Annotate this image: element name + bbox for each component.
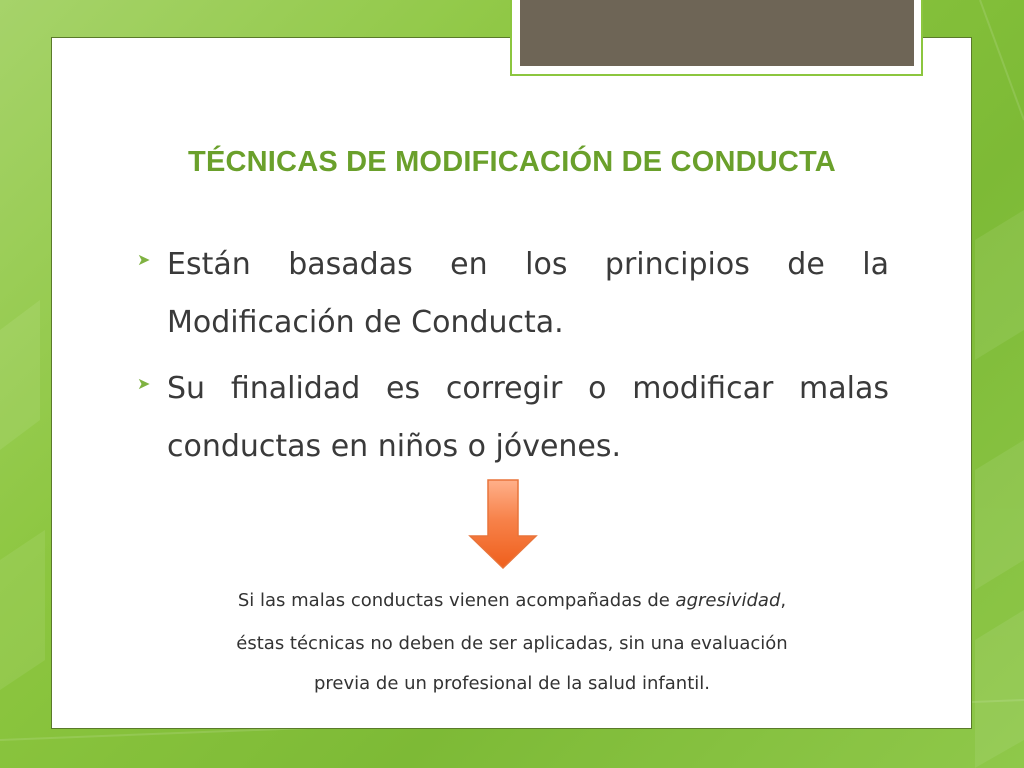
note-prefix: Si las malas conductas vienen acompañadas de	[237, 590, 676, 611]
bullet-text: Están basadas en los principios de la Modificación de Conducta.	[167, 247, 889, 340]
bullet-text: Su finalidad es corregir o modificar malas conductas en niños o jóvenes.	[167, 371, 889, 464]
note-line-2: éstas técnicas no deben de ser aplicadas, sin una evaluación	[236, 633, 788, 654]
bullet-item	[137, 360, 889, 476]
chevron-right-icon: ➤	[137, 374, 151, 393]
note-emphasis: agresividad	[675, 590, 781, 611]
note-line-1	[0, 590, 1024, 611]
note-line-3: previa de un profesional de la salud infantil.	[314, 673, 710, 694]
bullet-item	[137, 236, 889, 352]
top-tab-placeholder	[520, 0, 914, 66]
note-suffix: ,	[780, 590, 787, 611]
chevron-right-icon: ➤	[137, 250, 151, 269]
bullet-list	[137, 236, 889, 484]
arrow-down-icon	[468, 478, 538, 570]
slide-title: TÉCNICAS DE MODIFICACIÓN DE CONDUCTA	[188, 146, 836, 178]
